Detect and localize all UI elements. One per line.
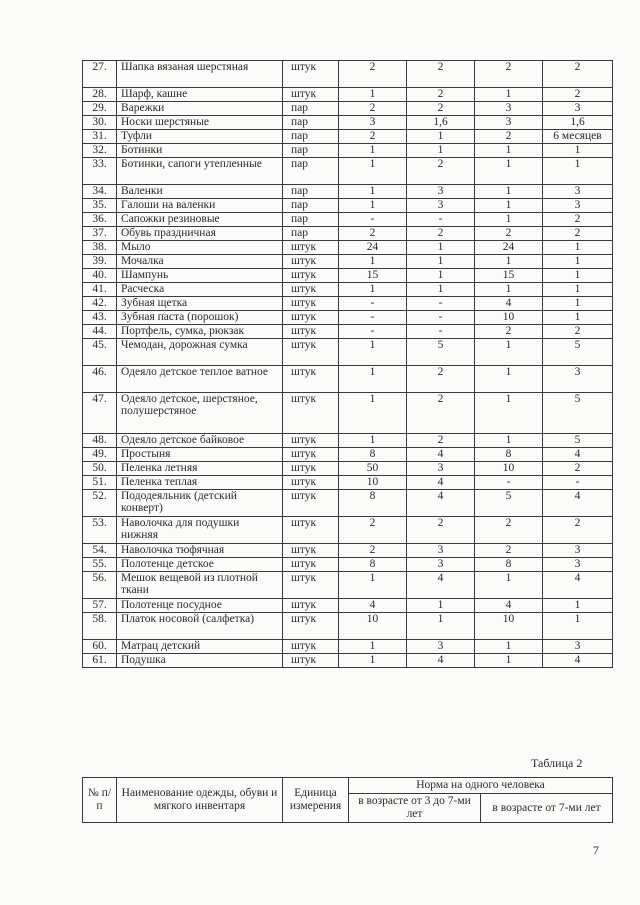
item-unit: штук xyxy=(283,297,339,311)
row-number: 60. xyxy=(83,640,117,654)
item-unit: штук xyxy=(283,462,339,476)
norm-value: 1 xyxy=(407,130,475,144)
norm-value: 2 xyxy=(475,325,543,339)
item-name: Туфли xyxy=(117,130,283,144)
norm-value: 1 xyxy=(475,255,543,269)
item-unit: штук xyxy=(283,283,339,297)
row-number: 50. xyxy=(83,462,117,476)
norm-value: 2 xyxy=(339,102,407,116)
item-name: Мыло xyxy=(117,241,283,255)
norm-value: 2 xyxy=(339,130,407,144)
table-row xyxy=(83,283,613,297)
norm-value: 4 xyxy=(543,654,613,668)
item-unit: штук xyxy=(283,613,339,640)
norms-table xyxy=(82,60,613,668)
norm-value: 2 xyxy=(543,213,613,227)
norm-value: 1 xyxy=(339,654,407,668)
table-row xyxy=(83,434,613,448)
norm-value: 1 xyxy=(475,199,543,213)
table-row xyxy=(83,269,613,283)
row-number: 33. xyxy=(83,158,117,185)
row-number: 40. xyxy=(83,269,117,283)
norm-value: 1 xyxy=(543,255,613,269)
item-unit: штук xyxy=(283,61,339,88)
norm-value: 1 xyxy=(407,599,475,613)
norm-value: 2 xyxy=(407,393,475,434)
row-number: 54. xyxy=(83,544,117,558)
row-number: 52. xyxy=(83,490,117,517)
norm-value: 1 xyxy=(407,255,475,269)
norm-value: 1 xyxy=(475,283,543,297)
norm-value: 4 xyxy=(339,599,407,613)
row-number: 34. xyxy=(83,185,117,199)
row-number: 36. xyxy=(83,213,117,227)
item-unit: пар xyxy=(283,102,339,116)
norm-value: 10 xyxy=(475,311,543,325)
norm-value: 2 xyxy=(475,130,543,144)
item-name: Портфель, сумка, рюкзак xyxy=(117,325,283,339)
norm-value: 2 xyxy=(543,227,613,241)
norm-value: 3 xyxy=(543,558,613,572)
norm-value: 4 xyxy=(475,297,543,311)
norm-value: 8 xyxy=(339,558,407,572)
item-unit: штук xyxy=(283,393,339,434)
table-row xyxy=(83,130,613,144)
norm-value: - xyxy=(407,311,475,325)
item-unit: штук xyxy=(283,255,339,269)
item-unit: штук xyxy=(283,476,339,490)
norm-value: 2 xyxy=(543,61,613,88)
item-name: Пододеяльник (детский конверт) xyxy=(117,490,283,517)
norm-value: 10 xyxy=(475,462,543,476)
norm-value: 1 xyxy=(543,311,613,325)
norm-value: 4 xyxy=(475,599,543,613)
item-unit: пар xyxy=(283,199,339,213)
norm-value: - xyxy=(543,476,613,490)
table-row xyxy=(83,325,613,339)
item-name: Одеяло детское теплое ватное xyxy=(117,366,283,393)
norm-value: - xyxy=(339,297,407,311)
norm-value: 1 xyxy=(543,599,613,613)
item-name: Зубная паста (порошок) xyxy=(117,311,283,325)
item-name: Галоши на валенки xyxy=(117,199,283,213)
item-unit: штук xyxy=(283,311,339,325)
table-row xyxy=(83,297,613,311)
item-name: Носки шерстяные xyxy=(117,116,283,130)
item-name: Наволочка тюфячная xyxy=(117,544,283,558)
norm-value: 5 xyxy=(543,393,613,434)
norm-value: 4 xyxy=(407,490,475,517)
norm-value: 1 xyxy=(339,339,407,366)
item-name: Матрац детский xyxy=(117,640,283,654)
header-norm: Норма на одного человека xyxy=(349,778,613,794)
norm-value: 4 xyxy=(407,654,475,668)
norm-value: 1 xyxy=(475,640,543,654)
header-age-7: в возрасте от 7-ми лет xyxy=(481,794,613,823)
norm-value: 1 xyxy=(407,269,475,283)
table-row xyxy=(83,199,613,213)
norm-value: 5 xyxy=(543,339,613,366)
table-row xyxy=(83,61,613,88)
norm-value: 1 xyxy=(475,158,543,185)
norm-value: 1 xyxy=(339,366,407,393)
table-row xyxy=(83,517,613,544)
item-name: Шампунь xyxy=(117,269,283,283)
row-number: 31. xyxy=(83,130,117,144)
item-unit: штук xyxy=(283,544,339,558)
item-unit: штук xyxy=(283,339,339,366)
header-item-name: Наименование одежды, обуви и мягкого инвентаря xyxy=(117,778,283,823)
norm-value: - xyxy=(407,213,475,227)
norm-value: 3 xyxy=(407,199,475,213)
item-name: Полотенце посудное xyxy=(117,599,283,613)
header-unit: Единица измерения xyxy=(283,778,349,823)
item-name: Подушка xyxy=(117,654,283,668)
norm-value: 1 xyxy=(475,185,543,199)
item-name: Обувь праздничная xyxy=(117,227,283,241)
norm-value: 1 xyxy=(475,393,543,434)
table-row xyxy=(83,572,613,599)
item-unit: штук xyxy=(283,558,339,572)
norm-value: 2 xyxy=(475,544,543,558)
row-number: 32. xyxy=(83,144,117,158)
norm-value: 3 xyxy=(407,462,475,476)
norm-value: 3 xyxy=(543,544,613,558)
item-unit: штук xyxy=(283,599,339,613)
norm-value: 2 xyxy=(407,158,475,185)
norm-value: 1 xyxy=(543,158,613,185)
row-number: 51. xyxy=(83,476,117,490)
item-name: Простыня xyxy=(117,448,283,462)
row-number: 58. xyxy=(83,613,117,640)
norm-value: 1 xyxy=(475,339,543,366)
norm-value: 2 xyxy=(407,102,475,116)
norm-value: 4 xyxy=(407,448,475,462)
item-unit: штук xyxy=(283,572,339,599)
table-row xyxy=(83,102,613,116)
norm-value: - xyxy=(339,213,407,227)
item-name: Мешок вещевой из плотной ткани xyxy=(117,572,283,599)
norm-value: 2 xyxy=(543,517,613,544)
row-number: 43. xyxy=(83,311,117,325)
table-row xyxy=(83,448,613,462)
norm-value: 8 xyxy=(339,448,407,462)
norm-value: 1 xyxy=(339,434,407,448)
norm-value: 2 xyxy=(407,434,475,448)
norm-value: 3 xyxy=(407,640,475,654)
norm-value: 1 xyxy=(339,640,407,654)
item-unit: штук xyxy=(283,269,339,283)
norm-value: 1 xyxy=(543,241,613,255)
norm-value: 3 xyxy=(543,185,613,199)
norm-value: 4 xyxy=(543,490,613,517)
norm-value: 3 xyxy=(475,102,543,116)
norm-value: 2 xyxy=(407,61,475,88)
table-row xyxy=(83,640,613,654)
item-unit: пар xyxy=(283,185,339,199)
row-number: 38. xyxy=(83,241,117,255)
table-row xyxy=(83,654,613,668)
norm-value: 5 xyxy=(475,490,543,517)
norm-value: 8 xyxy=(475,558,543,572)
row-number: 56. xyxy=(83,572,117,599)
norm-value: 6 месяцев xyxy=(543,130,613,144)
row-number: 47. xyxy=(83,393,117,434)
row-number: 45. xyxy=(83,339,117,366)
table-row xyxy=(83,185,613,199)
item-name: Валенки xyxy=(117,185,283,199)
norm-value: 2 xyxy=(339,517,407,544)
norm-value: 1 xyxy=(475,572,543,599)
item-name: Мочалка xyxy=(117,255,283,269)
item-name: Одеяло детское байковое xyxy=(117,434,283,448)
table-row xyxy=(83,88,613,102)
norm-value: - xyxy=(339,311,407,325)
header-age-3-7: в возрасте от 3 до 7-ми лет xyxy=(349,794,481,823)
norm-value: 2 xyxy=(543,88,613,102)
norm-value: 2 xyxy=(475,517,543,544)
item-unit: штук xyxy=(283,241,339,255)
table-row xyxy=(83,339,613,366)
item-name: Полотенце детское xyxy=(117,558,283,572)
item-unit: штук xyxy=(283,517,339,544)
item-unit: пар xyxy=(283,158,339,185)
norm-value: 1 xyxy=(407,241,475,255)
item-unit: штук xyxy=(283,325,339,339)
row-number: 29. xyxy=(83,102,117,116)
item-name: Одеяло детское, шерстяное, полушерстяное xyxy=(117,393,283,434)
norm-value: 3 xyxy=(543,640,613,654)
norm-value: 1,6 xyxy=(543,116,613,130)
table-row xyxy=(83,241,613,255)
norm-value: 1 xyxy=(543,269,613,283)
row-number: 61. xyxy=(83,654,117,668)
norm-value: 1 xyxy=(543,283,613,297)
norm-value: 1 xyxy=(339,158,407,185)
item-unit: штук xyxy=(283,434,339,448)
norm-value: 15 xyxy=(339,269,407,283)
norm-value: - xyxy=(475,476,543,490)
table-row xyxy=(83,599,613,613)
norm-value: 1 xyxy=(339,572,407,599)
item-name: Шапка вязаная шерстяная xyxy=(117,61,283,88)
norm-value: 1 xyxy=(475,654,543,668)
page-number: 7 xyxy=(593,843,599,857)
norm-value: - xyxy=(407,325,475,339)
item-unit: пар xyxy=(283,144,339,158)
norm-value: 2 xyxy=(475,227,543,241)
table-row xyxy=(83,476,613,490)
item-unit: пар xyxy=(283,116,339,130)
table-row xyxy=(83,544,613,558)
norm-value: 1 xyxy=(475,366,543,393)
table-row xyxy=(83,255,613,269)
item-name: Пеленка летняя xyxy=(117,462,283,476)
norm-value: 5 xyxy=(543,434,613,448)
norm-value: 1 xyxy=(407,283,475,297)
norm-value: 3 xyxy=(543,199,613,213)
norm-value: 2 xyxy=(407,366,475,393)
item-name: Зубная щетка xyxy=(117,297,283,311)
norm-value: 1 xyxy=(475,213,543,227)
table-row xyxy=(83,158,613,185)
norm-value: 1 xyxy=(475,88,543,102)
table-row xyxy=(83,558,613,572)
norm-value: 1 xyxy=(407,613,475,640)
table-row xyxy=(83,366,613,393)
norm-value: - xyxy=(339,325,407,339)
row-number: 35. xyxy=(83,199,117,213)
row-number: 41. xyxy=(83,283,117,297)
row-number: 28. xyxy=(83,88,117,102)
norm-value: 3 xyxy=(339,116,407,130)
norm-value: 1 xyxy=(543,297,613,311)
norm-value: 1,6 xyxy=(407,116,475,130)
table-row xyxy=(83,144,613,158)
item-unit: штук xyxy=(283,490,339,517)
norm-value: 4 xyxy=(407,476,475,490)
norm-value: 2 xyxy=(339,544,407,558)
row-number: 49. xyxy=(83,448,117,462)
item-name: Расческа xyxy=(117,283,283,297)
item-name: Чемодан, дорожная сумка xyxy=(117,339,283,366)
norm-value: 1 xyxy=(543,144,613,158)
item-unit: пар xyxy=(283,227,339,241)
row-number: 44. xyxy=(83,325,117,339)
norm-value: 3 xyxy=(475,116,543,130)
norm-value: 1 xyxy=(339,144,407,158)
item-unit: штук xyxy=(283,366,339,393)
norm-value: 2 xyxy=(407,88,475,102)
table-row xyxy=(83,116,613,130)
item-name: Ботинки xyxy=(117,144,283,158)
row-number: 42. xyxy=(83,297,117,311)
row-number: 39. xyxy=(83,255,117,269)
norm-value: 2 xyxy=(407,227,475,241)
norm-value: 4 xyxy=(543,448,613,462)
norm-value: 10 xyxy=(339,476,407,490)
row-number: 37. xyxy=(83,227,117,241)
norm-value: 8 xyxy=(475,448,543,462)
norm-value: 4 xyxy=(543,572,613,599)
table-row xyxy=(83,462,613,476)
row-number: 55. xyxy=(83,558,117,572)
norms-table-body xyxy=(83,61,613,668)
item-name: Шарф, кашне xyxy=(117,88,283,102)
norm-value: 4 xyxy=(407,572,475,599)
header-number: № п/п xyxy=(83,778,117,823)
norm-value: 8 xyxy=(339,490,407,517)
item-unit: пар xyxy=(283,130,339,144)
norm-value: 2 xyxy=(543,325,613,339)
norm-value: 3 xyxy=(407,544,475,558)
item-name: Платок носовой (салфетка) xyxy=(117,613,283,640)
row-number: 57. xyxy=(83,599,117,613)
table-row xyxy=(83,213,613,227)
norm-value: 1 xyxy=(339,88,407,102)
norm-value: - xyxy=(407,297,475,311)
table-row xyxy=(83,311,613,325)
table2-header xyxy=(82,777,613,823)
norm-value: 1 xyxy=(339,199,407,213)
item-unit: штук xyxy=(283,654,339,668)
row-number: 53. xyxy=(83,517,117,544)
norm-value: 1 xyxy=(339,283,407,297)
item-unit: штук xyxy=(283,640,339,654)
norm-value: 15 xyxy=(475,269,543,283)
norm-value: 24 xyxy=(475,241,543,255)
norm-value: 2 xyxy=(407,517,475,544)
norm-value: 2 xyxy=(543,462,613,476)
norm-value: 1 xyxy=(475,144,543,158)
table-row xyxy=(83,393,613,434)
norm-value: 1 xyxy=(339,393,407,434)
table-row xyxy=(83,613,613,640)
table-caption: Таблица 2 xyxy=(531,756,583,770)
norm-value: 3 xyxy=(543,366,613,393)
row-number: 27. xyxy=(83,61,117,88)
norm-value: 3 xyxy=(407,558,475,572)
norm-value: 5 xyxy=(407,339,475,366)
norm-value: 1 xyxy=(407,144,475,158)
row-number: 46. xyxy=(83,366,117,393)
norm-value: 1 xyxy=(475,434,543,448)
norm-value: 3 xyxy=(543,102,613,116)
item-name: Варежки xyxy=(117,102,283,116)
table-row xyxy=(83,490,613,517)
item-unit: штук xyxy=(283,448,339,462)
norm-value: 1 xyxy=(543,613,613,640)
norm-value: 1 xyxy=(339,255,407,269)
norm-value: 2 xyxy=(339,227,407,241)
norm-value: 10 xyxy=(339,613,407,640)
norm-value: 1 xyxy=(339,185,407,199)
norm-value: 10 xyxy=(475,613,543,640)
norm-value: 3 xyxy=(407,185,475,199)
item-name: Пеленка теплая xyxy=(117,476,283,490)
item-name: Ботинки, сапоги утепленные xyxy=(117,158,283,185)
row-number: 30. xyxy=(83,116,117,130)
norm-value: 2 xyxy=(475,61,543,88)
table-row xyxy=(83,227,613,241)
norm-value: 50 xyxy=(339,462,407,476)
item-unit: штук xyxy=(283,88,339,102)
norm-value: 2 xyxy=(339,61,407,88)
item-name: Сапожки резиновые xyxy=(117,213,283,227)
norm-value: 24 xyxy=(339,241,407,255)
item-name: Наволочка для подушки нижняя xyxy=(117,517,283,544)
item-unit: пар xyxy=(283,213,339,227)
row-number: 48. xyxy=(83,434,117,448)
